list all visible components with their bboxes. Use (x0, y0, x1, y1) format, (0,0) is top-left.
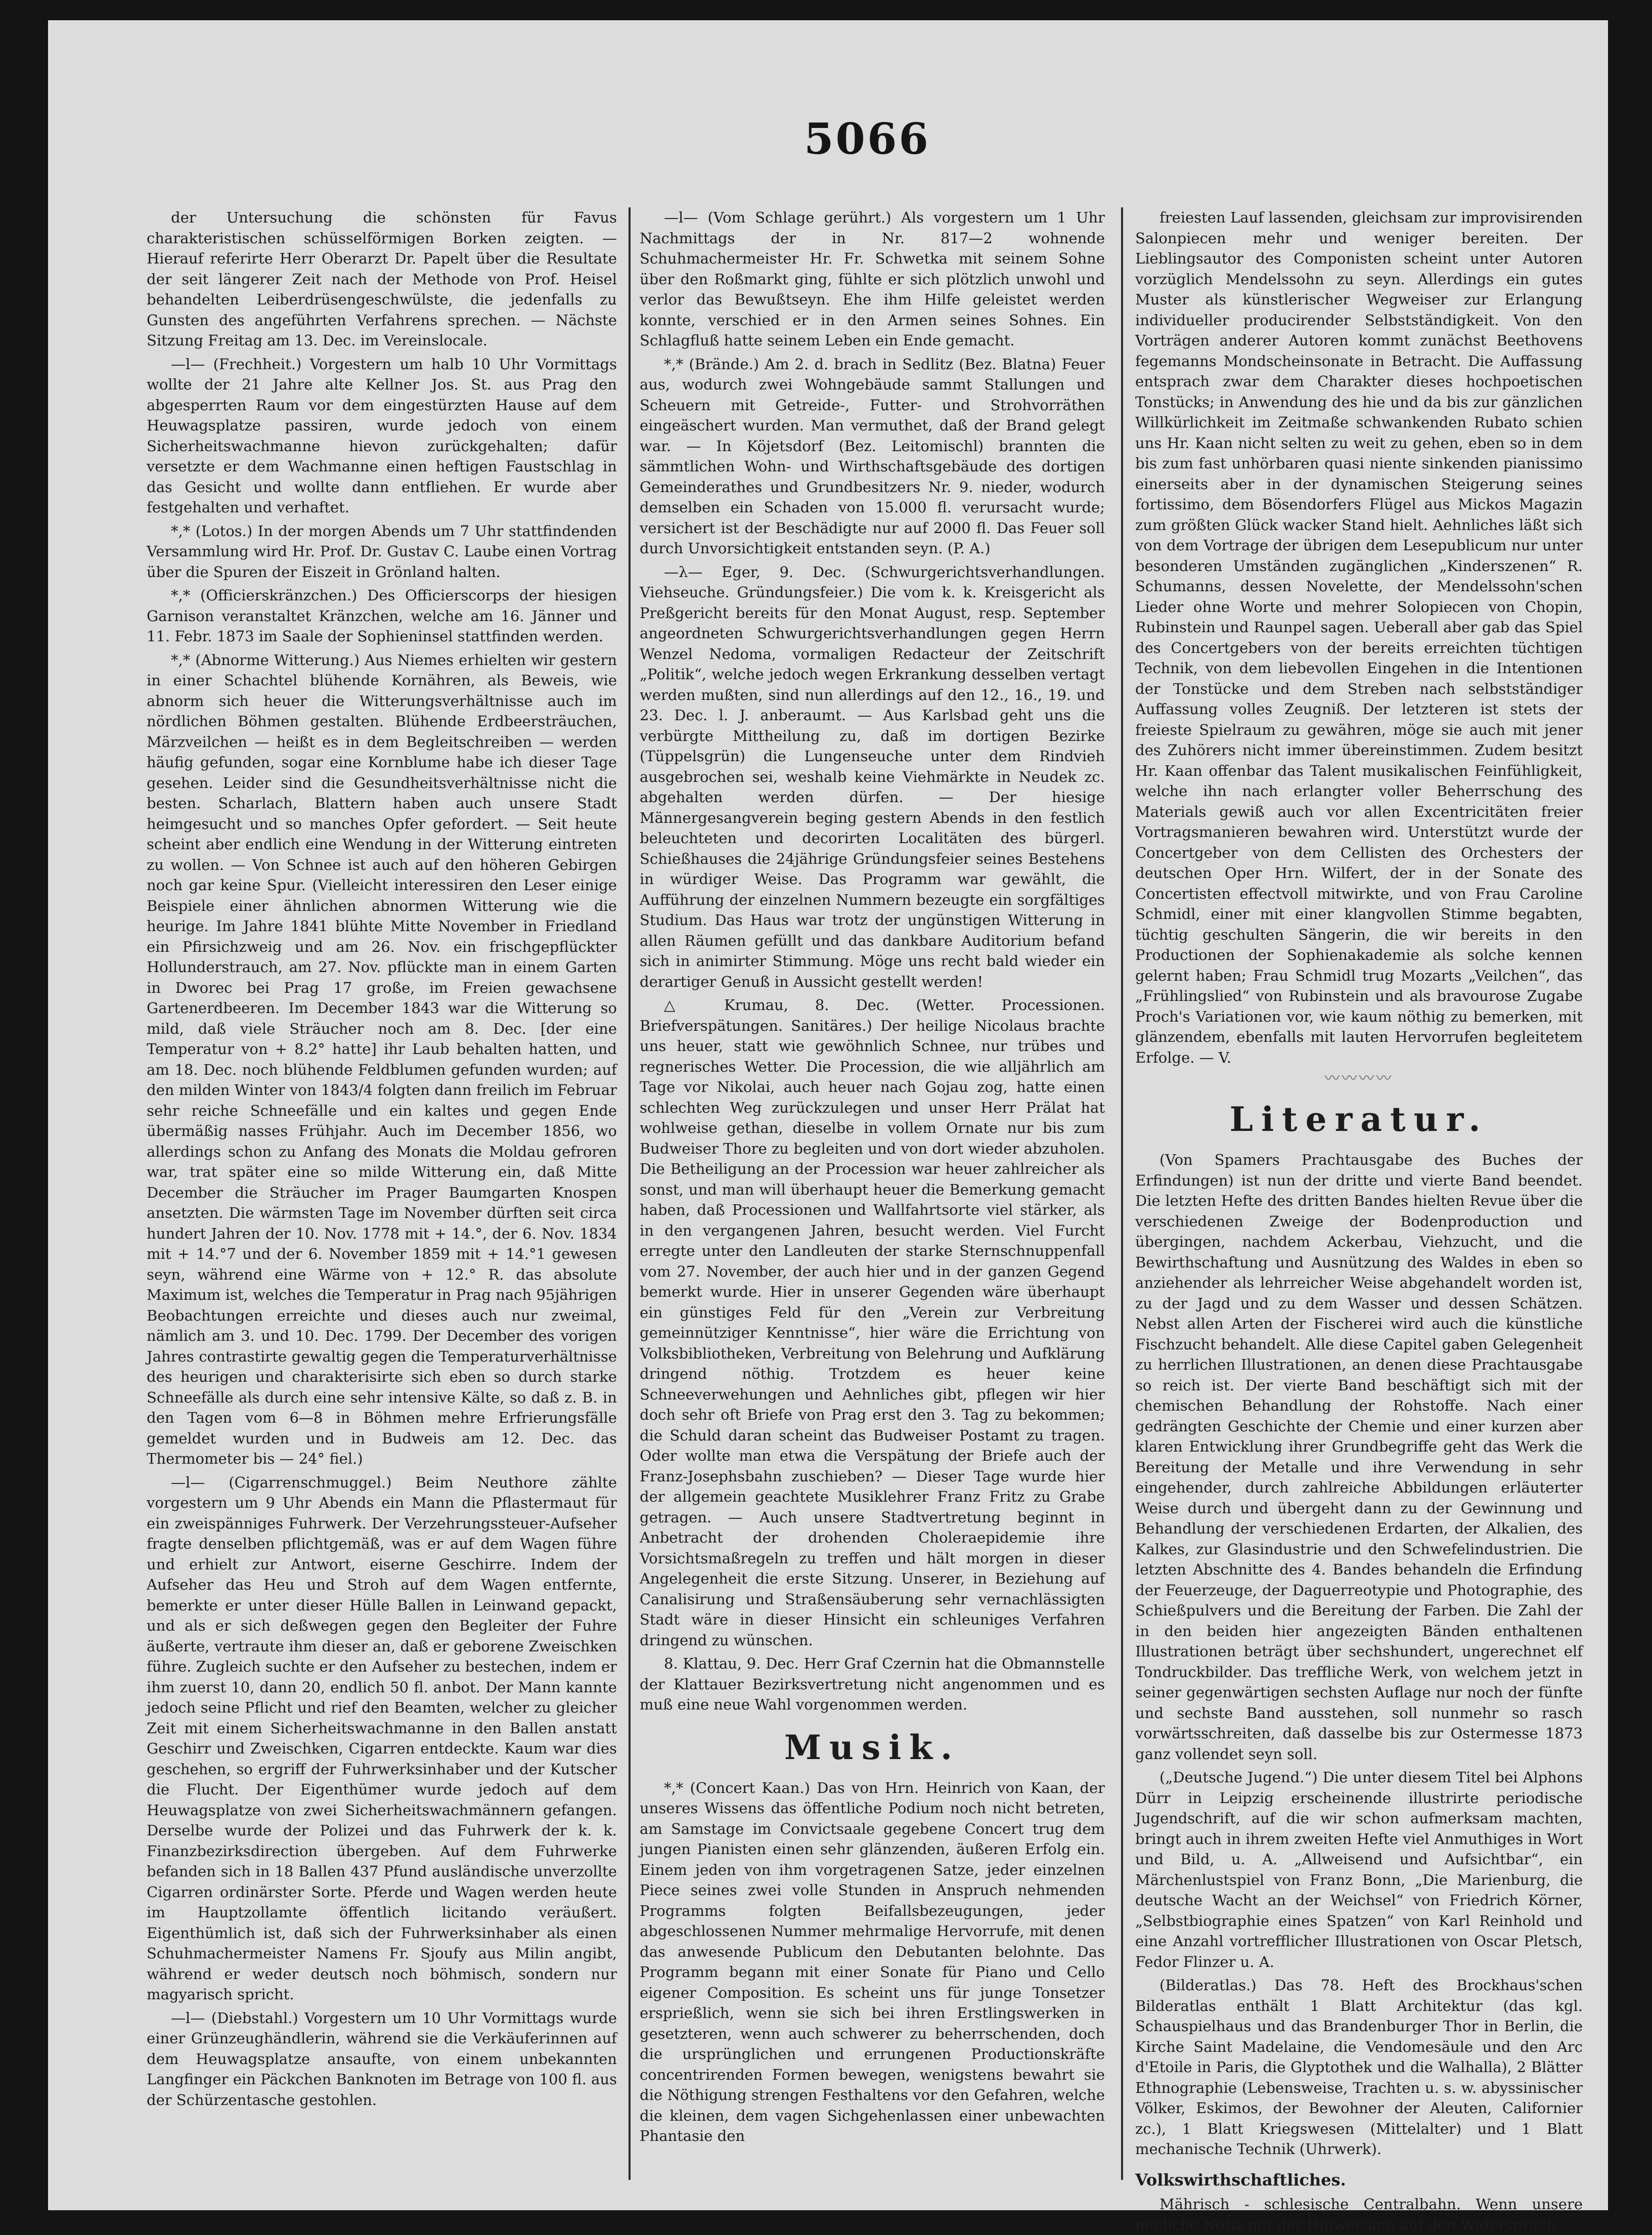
column-rule (629, 207, 631, 2180)
article-paragraph: der Untersuchung die schönsten für Favus charakteristischen schüsselförmigen Borken zeigten. — Hierauf referirte Herr Oberarzt Dr. Papelt über die Resultate der seit längerer Zeit nach der Methode von Prof. Heisel behandelten Leiberdrüsengeschwülste, die jedenfalls zu Gunsten des angeführten Verfahrens sprechen. — Nächste Sitzung Freitag am 13. Dec. im Vereinslocale. (147, 209, 617, 349)
article-paragraph: *,* (Concert Kaan.) Das von Hrn. Heinrich von Kaan, der unseres Wissens das öffentliche Podium noch nicht betreten, am Samstage im Convictsaale gegebene Concert trug dem jungen Pianisten einen sehr glänzenden, äußeren Erfolg ein. Einem jeden von ihm vorgetragenen Satze, jeder einzelnen Piece seines zwei volle Stunden in Anspruch nehmenden Programms folgten Beifallsbezeugungen, jeder abgeschlossenen Nummer mehrmalige Hervorrufe, mit denen das anwesende Publicum den Debutanten belohnte. Das Programm begann mit einer Sonate für Piano und Cello eigener Composition. Es scheint uns für junge Tonsetzer ersprießlich, wenn sie sich bei ihren Erstlingswerken in gesetzteren, wenn auch schwerer zu beherrschenden, doch die ursprünglichen und errungenen Productionskräfte concentrirenden Formen bewegen, wenigstens bewahrt sie die Nöthigung strengen Festhaltens vor den Gefahren, welche die kleinen, dem vagen Sichgehenlassen einer unbewachten Phantasie den (640, 1779, 1105, 2144)
article-paragraph: *,* (Lotos.) In der morgen Abends um 7 Uhr stattfindenden Versammlung wird Hr. Prof. Dr. Gustav C. Laube einen Vortrag über die Spuren der Eiszeit in Grönland halten. (147, 522, 617, 581)
article-paragraph: △ Krumau, 8. Dec. (Wetter. Processionen. Briefverspätungen. Sanitäres.) Der heilige Nicolaus brachte uns heuer, statt wie gewöhnlich Schnee, nur trübes und regnerisches Wetter. Die Procession, die wie alljährlich am Tage vor Nikolai, auch heuer nach Gojau zog, hatte einen schlechten Weg zurückzulegen und unser Herr Prälat hat wohlweise gethan, dieselbe in vollem Ornate nur bis zum Budweiser Thore zu begleiten und von dort wieder abzuholen. Die Betheiligung an der Procession war heuer zahlreicher als sonst, und man will überhaupt heuer die Bemerkung gemacht haben, daß Processionen und Wallfahrtsorte viel stärker, als in den vergangenen Jahren, besucht werden. Viel Furcht erregte unter den Landleuten der starke Sternschnuppenfall vom 27. November, der auch hier und in der ganzen Gegend bemerkt wurde. Hier in unserer Gegenden wäre überhaupt ein günstiges Feld für den „Verein zur Verbreitung gemeinnütziger Kenntnisse“, hier wäre die Errichtung von Volksbibliotheken, Verbreitung von Belehrung und Aufklärung dringend nöthig. Trotzdem es heuer keine Schneeverwehungen und Aehnliches gibt, pflegen wir hier doch sehr oft Briefe von Prag erst den 3. Tag zu bekommen; die Schuld daran scheint das Budweiser Postamt zu tragen. Oder wollte man etwa die Verspätung der Briefe auch der Franz-Josephsbahn zuschieben? — Dieser Tage wurde hier der allgemein geachtete Musiklehrer Franz Fritz zu Grabe getragen. — Auch unsere Stadtvertretung beginnt in Anbetracht der drohenden Choleraepidemie ihre Vorsichtsmaßregeln zu treffen und hält morgen in dieser Angelegenheit die erste Sitzung. Unserer, in Beziehung auf Canalisirung und Straßensäuberung sehr vernachlässigten Stadt wäre in dieser Hinsicht ein schleuniges Verfahren dringend zu wünschen. (640, 996, 1105, 1649)
article-paragraph: (Bilderatlas.) Das 78. Heft des Brockhaus'schen Bilderatlas enthält 1 Blatt Architektur (das kgl. Schauspielhaus und das Brandenburger Thor in Berlin, die Kirche Saint Madelaine, die Vendomesäule und den Arc d'Etoile in Paris, die Glyptothek und die Walhalla), 2 Blätter Ethnographie (Lebensweise, Trachten u. s. w. abyssinischer Völker, Eskimos, der Bewohner der Aleuten, Californier zc.), 1 Blatt Kriegswesen (Mittelalter) und 1 Blatt mechanische Technik (Uhrwerk). (1135, 1977, 1583, 2158)
column-3 (1135, 207, 1583, 2233)
page-number: 5066 (804, 114, 930, 164)
article-paragraph: (Von Spamers Prachtausgabe des Buches der Erfindungen) ist nun der dritte und vierte Band beendet. Die letzten Hefte des dritten Bandes hielten Revue über die verschiedenen Zweige der Bodenproduction und übergingen, nachdem Ackerbau, Viehzucht, und die Bewirthschaftung und Ausnützung des Waldes in eben so anziehender als lehrreicher Weise abgehandelt worden ist, zu der Jagd und zu dem Wasser und dessen Schätzen. Nebst allen Arten der Fischerei wird auch die künstliche Fischzucht behandelt. Alle diese Capitel gaben Gelegenheit zu herrlichen Illustrationen, an denen diese Prachtausgabe so reich ist. Der vierte Band beschäftigt sich mit der chemischen Behandlung der Rohstoffe. Nach einer gedrängten Geschichte der Chemie und einer kurzen aber klaren Entwicklung ihrer Grundbegriffe geht das Werk die Bereitung der Metalle und ihre Verwendung in sehr eingehender, durch zahlreiche Abbildungen erläuterter Weise durch und übergeht dann zu der Gewinnung und Behandlung der verschiedenen Erdarten, der Alkalien, des Kalkes, zur Glasindustrie und den Schwefelindustrien. Die letzten Abschnitte des 4. Bandes behandeln die Erfindung der Feuerzeuge, der Daguerreotypie und Photographie, des Schießpulvers und die Bereitung der Farben. Die Zahl der in den beiden hier angezeigten Bänden enthaltenen Illustrationen beträgt über sechshundert, ungerechnet elf Tondruckbilder. Das treffliche Werk, von welchem jetzt in seiner gegenwärtigen sechsten Auflage nur noch der fünfte und sechste Band ausstehen, soll nunmehr so rasch vorwärtsschreiten, daß dasselbe bis zur Ostermesse 1873 ganz vollendet seyn soll. (1135, 1151, 1583, 1763)
article-paragraph: („Deutsche Jugend.“) Die unter diesem Titel bei Alphons Dürr in Leipzig erscheinende illustrirte periodische Jugendschrift, auf die wir schon aufmerksam machten, bringt auch in ihrem zweiten Hefte viel Anmuthiges in Wort und Bild, u. A. „Allweisend und Aufsichtbar“, ein Märchenlustspiel von Franz Bonn, „Die Marienburg, die deutsche Wacht an der Weichsel“ von Friedrich Körner, „Selbstbiographie eines Spatzen“ von Karl Reinhold und eine Anzahl vortrefflicher Illustrationen von Oscar Pletsch, Fedor Flinzer u. A. (1135, 1769, 1583, 1970)
article-paragraph: —l— (Cigarrenschmuggel.) Beim Neuthore zählte vorgestern um 9 Uhr Abends ein Mann die Pflastermaut für ein zweispänniges Fuhrwerk. Der Verzehrungssteuer-Aufseher fragte denselben pflichtgemäß, was er auf dem Wagen führe und erhielt zur Antwort, eiserne Geschirre. Indem der Aufseher das Heu und Stroh auf dem Wagen entfernte, bemerkte er unter dieser Hülle Ballen in Leinwand gepackt, und als er sich deßwegen gegen den Begleiter der Fuhre äußerte, vertraute ihm dieser an, daß er geborene Zweischken führe. Zugleich suchte er den Aufseher zu bestechen, indem er ihm zuerst 10, dann 20, endlich 50 fl. anbot. Der Mann kannte jedoch seine Pflicht und rief den Beamten, welcher zu gleicher Zeit mit einem Sicherheitswachmanne in den Ballen anstatt Geschirr und Zweischken, Cigarren entdeckte. Kaum war dies geschehen, so ergriff der Fuhrwerksinhaber und der Kutscher die Flucht. Der Eigenthümer wurde jedoch auf dem Heuwagsplatze von zwei Sicherheitswachmännern gefangen. Derselbe wurde der Polizei und das Fuhrwerk der k. k. Finanzbezirksdirection übergeben. Auf dem Fuhrwerke befanden sich in 18 Ballen 437 Pfund ausländische unverzollte Cigarren ordinärster Sorte. Pferde und Wagen werden heute im Hauptzollamte öffentlich licitando veräußert. Eigenthümlich ist, daß sich der Fuhrwerksinhaber als einen Schuhmachermeister Namens Fr. Sjoufy aus Milin angibt, während er weder deutsch noch böhmisch, sondern nur magyarisch spricht. (147, 1473, 617, 2003)
column-2 (640, 207, 1105, 2180)
article-paragraph: *,* (Abnorme Witterung.) Aus Niemes erhielten wir gestern in einer Schachtel blühende Kornähren, als Beweis, wie abnorm sich heuer die Witterungsverhältnisse auch im nördlichen Böhmen gestalten. Blühende Erdbeersträuchen, Märzveilchen — heißt es in dem Begleitschreiben — werden häufig gefunden, sogar eine Kornblume habe ich dieser Tage gesehen. Leider sind die Gesundheitsverhältnisse nicht die besten. Scharlach, Blattern haben auch unsere Stadt heimgesucht und so manches Opfer gefordert. — Seit heute scheint aber endlich eine Wendung in der Witterung eintreten zu wollen. — Von Schnee ist auch auf den höheren Gebirgen noch gar keine Spur. (Vielleicht interessiren den Leser einige Beispiele einer ähnlichen abnormen Witterung wie die heurige. Im Jahre 1841 blühte Mitte November in Friedland ein Pfirsichzweig und am 26. Nov. ein frischgepflückter Hollunderstrauch, am 27. Nov. pflückte man in einem Garten in Dworec bei Prag 17 große, im Freien gewachsene Gartenerdbeeren. Im December 1843 war die Witterung so mild, daß viele Sträucher noch am 8. Dec. [der eine Temperatur von + 8.2° hatte] ihr Laub behalten hatten, und am 18. Dec. noch blühende Feldblumen gefunden wurden; auf den milden Winter von 1843/4 folgten dann freilich im Februar sehr reiche Schneefälle und ein kaltes und gegen Ende übermäßig nasses Frühjahr. Auch im December 1856, wo allerdings schon zu Anfang des Monats die Moldau gefroren war, trat später eine so milde Witterung ein, daß Mitte December die Sträucher im Prager Baumgarten Knospen ansetzten. Die wärmsten Tage im November dürften seit circa hundert Jahren der 10. Nov. 1778 mit + 14.°, der 6. Nov. 1834 mit + 14.°7 und der 6. November 1859 mit + 14.°1 gewesen seyn, während eine Wärme von + 12.° R. das absolute Maximum ist, welches die Temperatur in Prag nach 95jährigen Beobachtungen erreichte und dieses auch nur zweimal, nämlich am 3. und 10. Dec. 1799. Der December des vorigen Jahres contrastirte gewaltig gegen die Temperaturverhältnisse des heurigen und charakterisirte sich eben so durch starke Schneefälle als durch eine sehr intensive Kälte, so daß z. B. in den Tagen vom 6—8 in Böhmen mehre Erfrierungsfälle gemeldet wurden und in Budweis am 12. Dec. das Thermometer bis — 24° fiel.) (147, 651, 617, 1467)
section-heading-music: Musik. (784, 1727, 960, 1767)
column-1 (147, 207, 617, 2180)
section-heading-economy: Volkswirthschaftliches. (1135, 2170, 1346, 2189)
article-paragraph: *,* (Officierskränzchen.) Des Officierscorps der hiesigen Garnison veranstaltet Kränzchen, welche am 16. Jänner und 11. Febr. 1873 im Saale der Sophieninsel stattfinden werden. (147, 587, 617, 645)
article-paragraph: —l— (Frechheit.) Vorgestern um halb 10 Uhr Vormittags wollte der 21 Jahre alte Kellner Jos. St. aus Prag den abgesperrten Raum vor dem eingestürzten Hause auf dem Heuwagsplatze passiren, wurde jedoch von einem Sicherheitswachmanne hievon zurückgehalten; dafür versetzte er dem Wachmanne einen heftigen Faustschlag in das Gesicht und wollte dann entfliehen. Er wurde aber festgehalten und verhaftet. (147, 355, 617, 516)
newspaper-page (48, 20, 1608, 2233)
section-heading-literature: Literatur. (1229, 1100, 1489, 1139)
article-paragraph: *,* (Brände.) Am 2. d. brach in Sedlitz (Bez. Blatna) Feuer aus, wodurch zwei Wohngebäude sammt Stallungen und Scheuern mit Getreide-, Futter- und Strohvorräthen eingeäschert wurden. Man vermuthet, daß der Brand gelegt war. — In Köjetsdorf (Bez. Leitomischl) brannten die sämmtlichen Wohn- und Wirthschaftsgebäude des dortigen Gemeinderathes und Grundbesitzers Nr. 9. nieder, wodurch demselben ein Schaden von 15.000 fl. verursacht wurde; versichert ist der Beschädigte nur auf 2000 fl. Das Feuer soll durch Unvorsichtigkeit entstanden seyn. (P. A.) (640, 355, 1105, 557)
section-divider-ornament: 〰〰〰〰 (1324, 1070, 1394, 1087)
article-paragraph: —λ— Eger, 9. Dec. (Schwurgerichtsverhandlungen. Viehseuche. Gründungsfeier.) Die vom k. k. Kreisgericht als Preßgericht bereits für den Monat August, resp. September angeordneten Schwurgerichtsverhandlungen gegen Herrn Wenzel Nedoma, vormaligen Redacteur der Zeitschrift „Politik“, welche jedoch wegen Erkrankung desselben vertagt werden mußten, sind nun allerdings auf den 12., 16., 19. und 23. Dec. l. J. anberaumt. — Aus Karlsbad geht uns die verbürgte Mittheilung zu, daß im dortigen Bezirke (Tüppelsgrün) die Lungenseuche unter dem Rindvieh ausgebrochen sei, weshalb keine Viehmärkte in Neudek zc. abgehalten werden dürfen. — Der hiesige Männergesangverein beging gestern Abends in den festlich beleuchteten und decorirten Localitäten des bürgerl. Schießhauses die 24jährige Gründungsfeier seines Bestehens in würdiger Weise. Das Programm war gewählt, die Aufführung der einzelnen Nummern bezeugte ein sorgfältiges Studium. Das Haus war trotz der ungünstigen Witterung in allen Räumen gefüllt und das dankbare Auditorium befand sich in animirter Stimmung. Möge uns recht bald wieder ein derartiger Genuß in Aussicht gestellt werden! (640, 563, 1105, 990)
article-paragraph: —l— (Diebstahl.) Vorgestern um 10 Uhr Vormittags wurde einer Grünzeughändlerin, während sie die Verkäuferinnen auf dem Heuwagsplatze ansaufte, von einem unbekannten Langfinger ein Päckchen Banknoten im Betrage von 100 fl. aus der Schürzentasche gestohlen. (147, 2009, 617, 2109)
article-paragraph: —l— (Vom Schlage gerührt.) Als vorgestern um 1 Uhr Nachmittags der in Nr. 817—2 wohnende Schuhmachermeister Hr. Fr. Schwetka mit seinem Sohne über den Roßmarkt ging, fühlte er sich plötzlich unwohl und verlor das Bewußtseyn. Ehe ihm Hilfe geleistet werden konnte, verschied er in den Armen seines Sohnes. Ein Schlagfluß hatte seinem Leben ein Ende gemacht. (640, 209, 1105, 349)
article-paragraph: Mährisch - schlesische Centralbahn. Wenn unsere neuliche Notiz mit der Hinweisung auf den Widerspruch (1135, 2196, 1583, 2233)
article-paragraph: freiesten Lauf lassenden, gleichsam zur improvisirenden Salonpiecen mehr und weniger bereiten. Der Lieblingsautor des Componisten scheint unter Autoren vorzüglich Mendelssohn zu seyn. Allerdings ein gutes Muster als künstlerischer Wegweiser zur Erlangung individueller producirender Selbstständigkeit. Von den Vorträgen anderer Autoren kommt zunächst Beethovens fegemanns Mondscheinsonate in Betracht. Die Auffassung entsprach zwar dem Charakter dieses hochpoetischen Tonstücks; in Anwendung des hie und da bis zur gänzlichen Willkürlichkeit im Zeitmaße schwankenden Rubato schien uns Hr. Kaan nicht selten zu weit zu gehen, eben so in dem bis zum fast unhörbaren quasi niente sinkenden pianissimo einerseits aber in der dynamischen Steigerung seines fortissimo, dem Bösendorfers Flügel aus Mickos Magazin zum größten Glück wacker Stand hielt. Aehnliches läßt sich von dem Vortrage der übrigen dem Lesepublicum nur unter besonderen Umständen zugänglichen „Kinderszenen“ R. Schumanns, dessen Novelette, der Mendelssohn'schen Lieder ohne Worte und mehrer Solopiecen von Chopin, Rubinstein und Raunpel sagen. Ueberall aber gab das Spiel des Concertgebers von der bereits erreichten tüchtigen Technik, von dem liebevollen Eingehen in die Intentionen der Tonstücke und dem Streben nach selbstständiger Auffassung volles Zeugniß. Der letzteren ist stets der freieste Spielraum zu gewähren, möge sie auch mit jener des Zuhörers nicht immer übereinstimmen. Zudem besitzt Hr. Kaan offenbar das Talent musikalischen Feinfühligkeit, welche ihn nach erlangter voller Beherrschung des Materials gewiß auch vor allen Excentricitäten freier Vortragsmanieren bewahren wird. Unterstützt wurde der Concertgeber von dem Cellisten des Orchesters der deutschen Oper Hrn. Wilfert, der in der Sonate des Concertisten effectvoll mitwirkte, und von Frau Caroline Schmidl, einer mit einer klangvollen Stimme begabten, tüchtig geschulten Sängerin, die wir bereits in den Productionen der Sophienakademie als solche kennen gelernt haben; Frau Schmidl trug Mozarts „Veilchen“, das „Frühlingslied“ von Rubinstein und als bravourose Zugabe Proch's Variationen vor, wie kaum nöthig zu bemerken, mit glänzendem, ebenfalls mit lauten Hervorrufen begleitetem Erfolge. — V. (1135, 209, 1583, 1066)
column-rule (1121, 207, 1123, 2180)
article-paragraph: 8. Klattau, 9. Dec. Herr Graf Czernin hat die Obmannstelle der Klattauer Bezirksvertretung nicht angenommen und es muß eine neue Wahl vorgenommen werden. (640, 1655, 1105, 1713)
